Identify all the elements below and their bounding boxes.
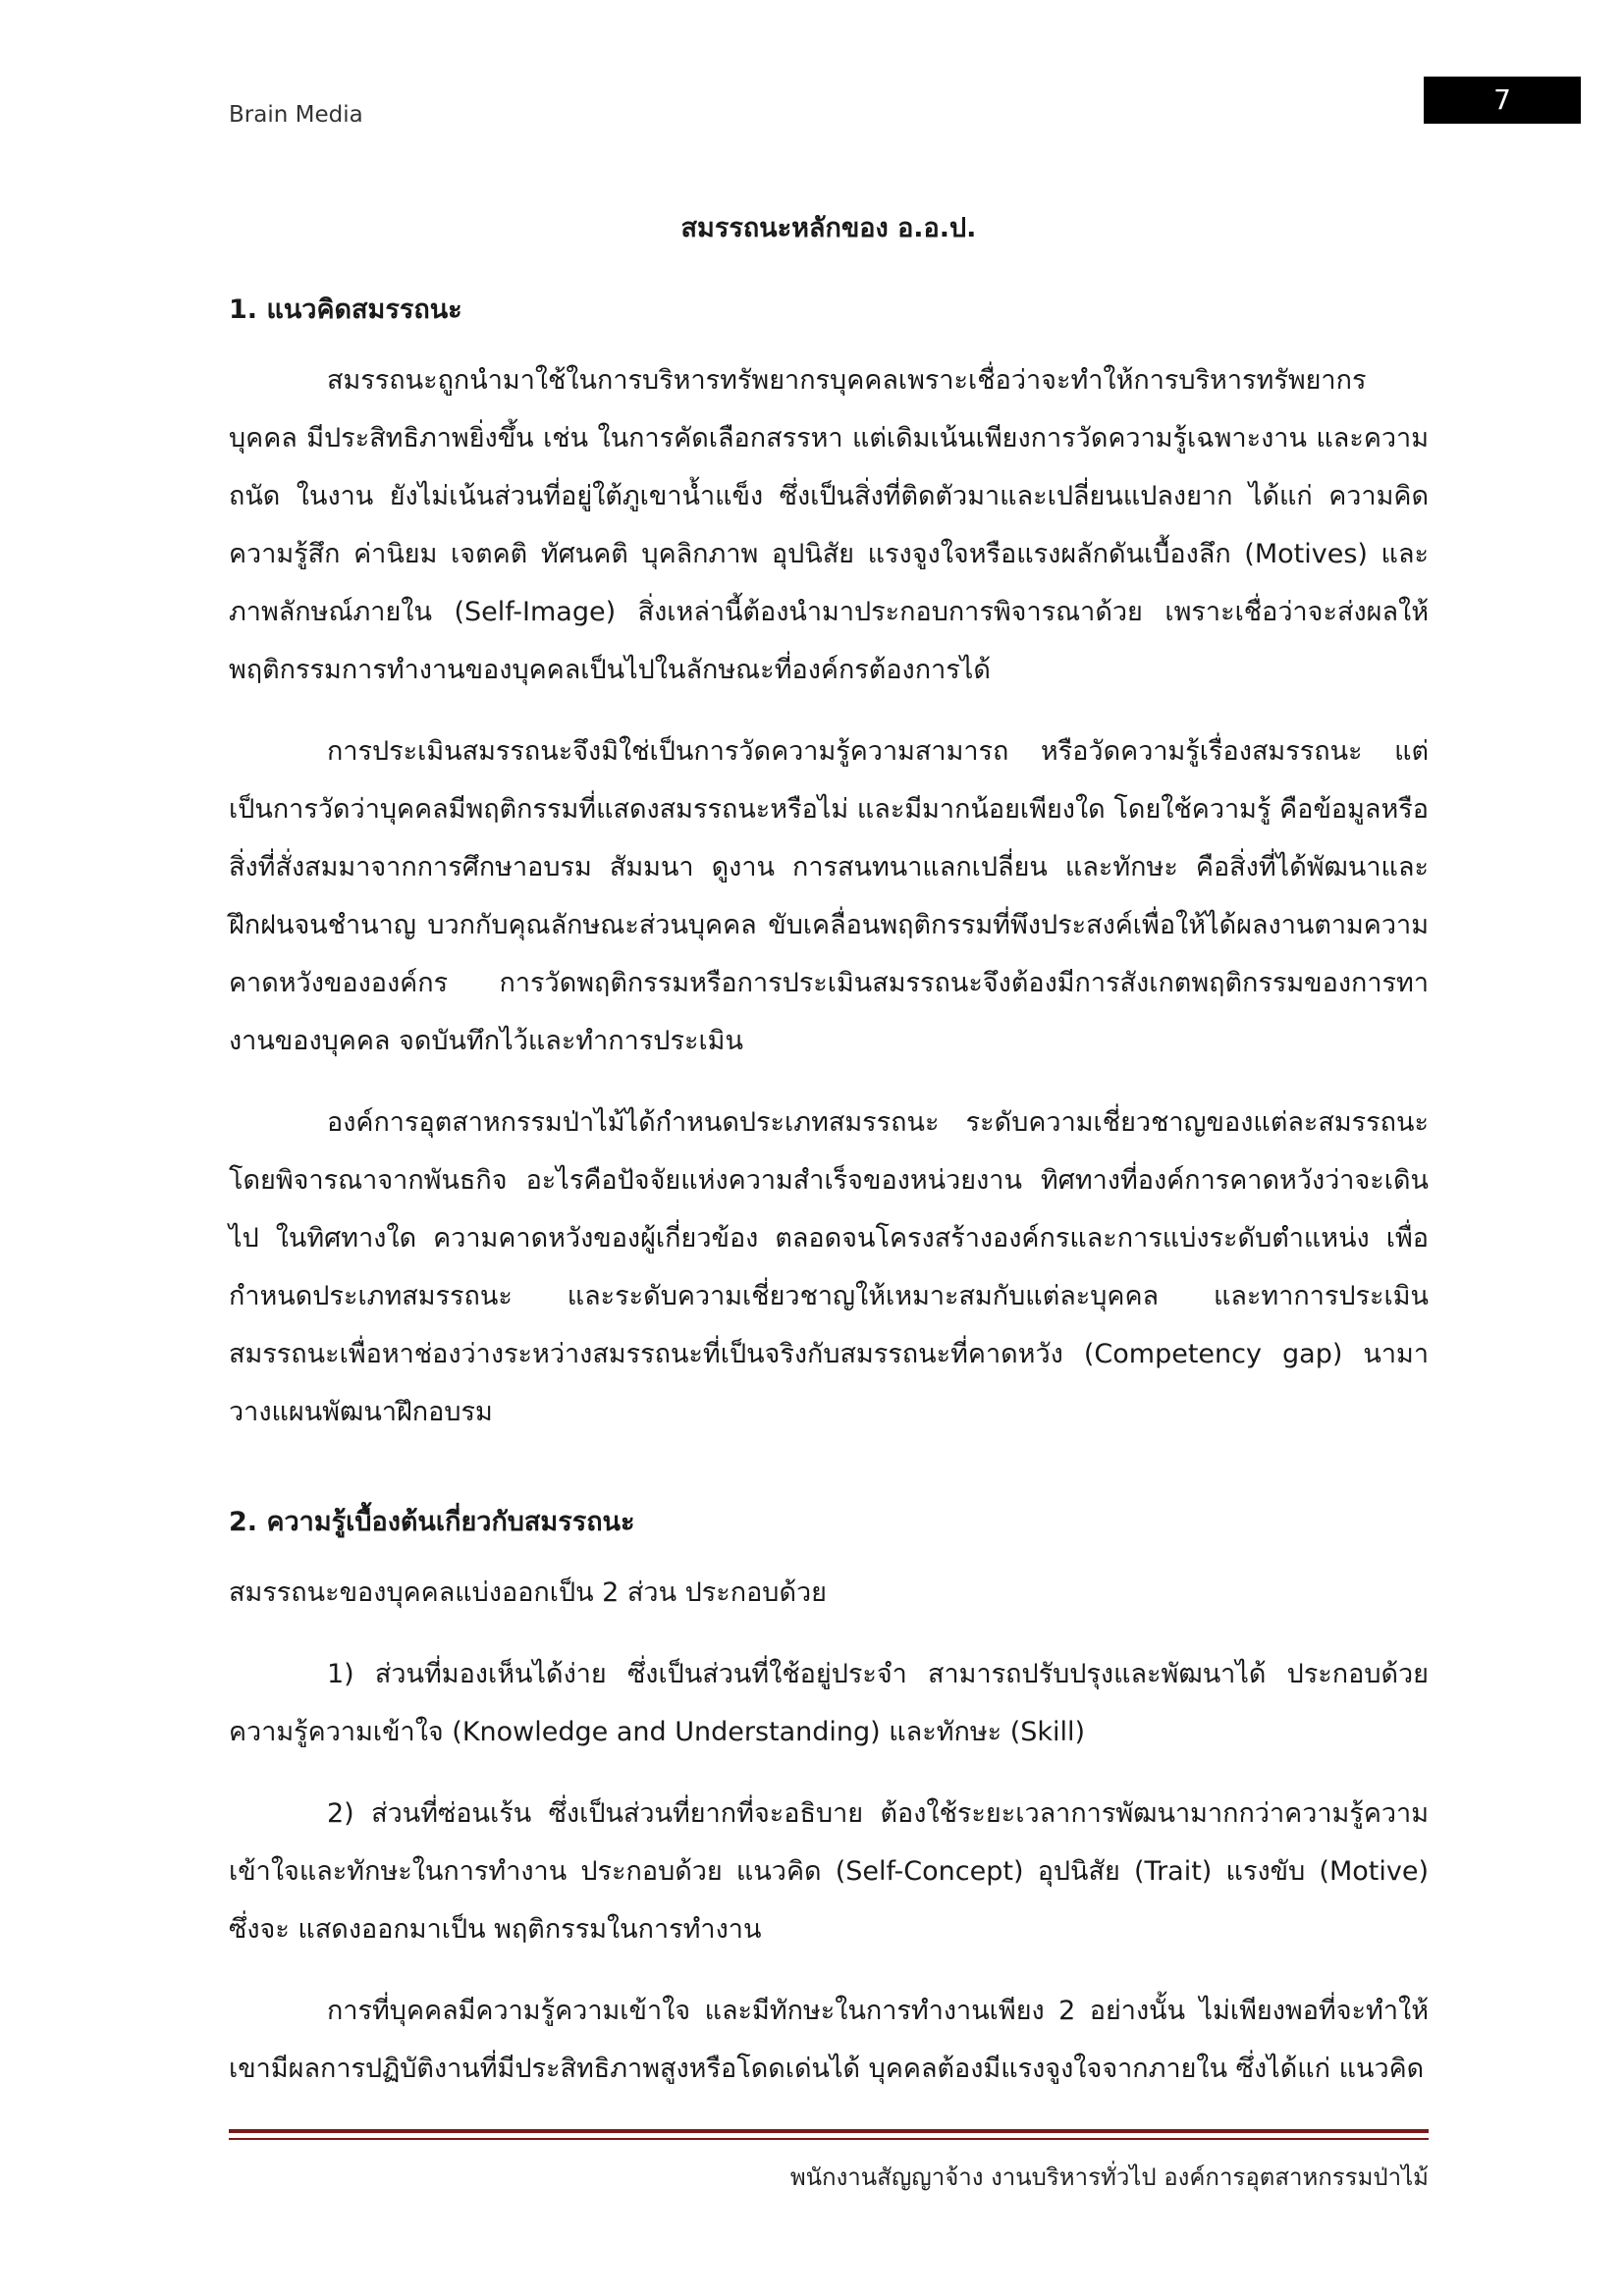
section-1-paragraph-2: การประเมินสมรรถนะจึงมิใช่เป็นการวัดความรู้ความสามารถ หรือวัดความรู้เรื่องสมรรถนะ แต่เป็นการวัดว่าบุคคลมีพฤติกรรมที่แสดงสมรรถนะหรือไม่ และมีมากน้อยเพียงใด โดยใช้ความรู้ คือข้อมูลหรือสิ่งที่สั่งสมมาจากการศึกษาอบรม สัมมนา ดูงาน การสนทนาแลกเปลี่ยน และทักษะ คือสิ่งที่ได้พัฒนาและฝึกฝนจนชำนาญ บวกกับคุณลักษณะส่วนบุคคล ขับเคลื่อนพฤติกรรมที่พึงประสงค์เพื่อให้ได้ผลงานตามความคาดหวังขององค์กร การวัดพฤติกรรมหรือการประเมินสมรรถนะจึงต้องมีการสังเกตพฤติกรรมของการทางานของบุคคล จดบันทึกไว้และทำการประเมิน [229,736,1429,1056]
document-title: สมรรถนะหลักของ อ.อ.ป. [680,213,977,243]
page-number-box [1424,77,1581,124]
footer-rule-thin [229,2138,1429,2140]
footer-rule-thick [229,2129,1429,2133]
section-2-intro: สมรรถนะของบุคคลแบ่งออกเป็น 2 ส่วน ประกอบด้วย [229,1577,827,1608]
document-body [229,196,1429,2121]
section-2-heading: 2. ความรู้เบื้องต้นเกี่ยวกับสมรรถนะ [229,1507,635,1537]
section-1-heading: 1. แนวคิดสมรรถนะ [229,294,462,325]
section-2-paragraph-3: การที่บุคคลมีความรู้ความเข้าใจ และมีทักษะในการทำงานเพียง 2 อย่างนั้น ไม่เพียงพอที่จะทำให้เขามีผลการปฏิบัติงานที่มีประสิทธิภาพสูงหรือโดดเด่นได้ บุคคลต้องมีแรงจูงใจจากภายใน ซึ่งได้แก่ แนวคิด [229,1996,1429,2084]
section-2-paragraph-2: 2) ส่วนที่ซ่อนเร้น ซึ่งเป็นส่วนที่ยากที่จะอธิบาย ต้องใช้ระยะเวลาการพัฒนามากกว่าความรู้ความเข้าใจและทักษะในการทำงาน ประกอบด้วย แนวคิด (Self-Concept) อุปนิสัย (Trait) แรงขับ (Motive) ซึ่งจะ แสดงออกมาเป็น พฤติกรรมในการทำงาน [229,1798,1429,1945]
section-1-paragraph-1: สมรรถนะถูกนำมาใช้ในการบริหารทรัพยากรบุคคลเพราะเชื่อว่าจะทำให้การบริหารทรัพยากรบุคคล มีประสิทธิภาพยิ่งขึ้น เช่น ในการคัดเลือกสรรหา แต่เดิมเน้นเพียงการวัดความรู้เฉพาะงาน และความถนัด ในงาน ยังไม่เน้นส่วนที่อยู่ใต้ภูเขาน้ำแข็ง ซึ่งเป็นสิ่งที่ติดตัวมาและเปลี่ยนแปลงยาก ได้แก่ ความคิด ความรู้สึก ค่านิยม เจตคติ ทัศนคติ บุคลิกภาพ อุปนิสัย แรงจูงใจหรือแรงผลักดันเบื้องลึก (Motives) และภาพลักษณ์ภายใน (Self-Image) สิ่งเหล่านี้ต้องนำมาประกอบการพิจารณาด้วย เพราะเชื่อว่าจะส่งผลให้พฤติกรรมการทำงานของบุคคลเป็นไปในลักษณะที่องค์กรต้องการได้ [229,365,1429,685]
header-brand: Brain Media [229,102,363,128]
section-1-paragraph-3: องค์การอุตสาหกรรมป่าไม้ได้กำหนดประเภทสมรรถนะ ระดับความเชี่ยวชาญของแต่ละสมรรถนะ โดยพิจารณาจากพันธกิจ อะไรคือปัจจัยแห่งความสำเร็จของหน่วยงาน ทิศทางที่องค์การคาดหวังว่าจะเดินไป ในทิศทางใด ความคาดหวังของผู้เกี่ยวข้อง ตลอดจนโครงสร้างองค์กรและการแบ่งระดับตำแหน่ง เพื่อกำหนดประเภทสมรรถนะ และระดับความเชี่ยวชาญให้เหมาะสมกับแต่ละบุคคล และทาการประเมินสมรรถนะเพื่อหาช่องว่างระหว่างสมรรถนะที่เป็นจริงกับสมรรถนะที่คาดหวัง (Competency gap) นามาวางแผนพัฒนาฝึกอบรม [229,1107,1429,1427]
section-2-paragraph-1: 1) ส่วนที่มองเห็นได้ง่าย ซึ่งเป็นส่วนที่ใช้อยู่ประจำ สามารถปรับปรุงและพัฒนาได้ ประกอบด้วยความรู้ความเข้าใจ (Knowledge and Understanding) และทักษะ (Skill) [229,1659,1429,1747]
footer-text: พนักงานสัญญาจ้าง งานบริหารทั่วไป องค์การอุตสาหกรรมป่าไม้ [789,2163,1429,2191]
page-number: 7 [1493,83,1511,116]
